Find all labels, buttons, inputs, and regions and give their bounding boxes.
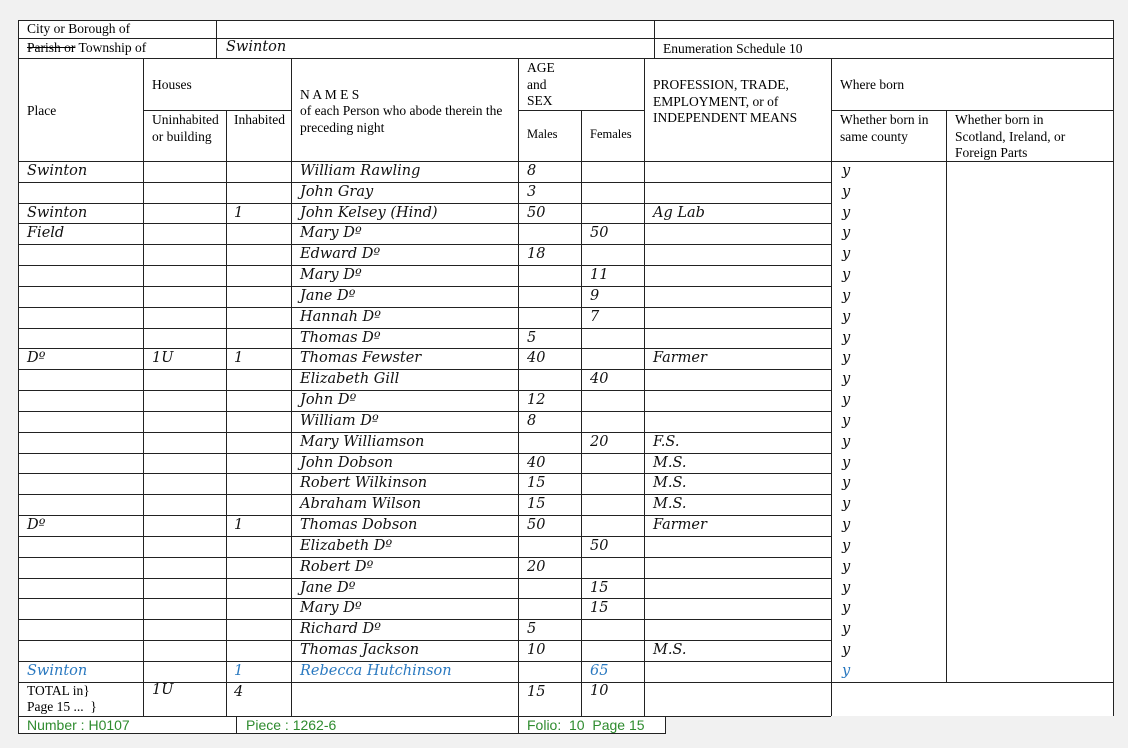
cell-males: 12	[527, 392, 546, 409]
cell-born: y	[842, 392, 851, 409]
footer-number: Number : H0107	[27, 717, 130, 733]
cell-females: 40	[590, 371, 609, 388]
grid-line	[216, 20, 217, 58]
cell-name: John Dº	[300, 392, 357, 409]
cell-born: y	[842, 475, 851, 492]
grid-line	[18, 494, 831, 495]
grid-line	[18, 453, 831, 454]
cell-born: y	[842, 517, 851, 534]
col-same-county: Whether born in same county	[840, 112, 929, 144]
cell-males: 40	[527, 454, 546, 471]
grid-line	[831, 58, 832, 716]
cell-born: y	[842, 163, 851, 179]
col-age-sex: AGE and SEX	[527, 60, 555, 108]
grid-line	[654, 20, 655, 58]
cell-place: Swinton	[27, 204, 88, 221]
cell-inhabited: 1	[234, 350, 244, 367]
cell-name: Rebecca Hutchinson	[300, 662, 452, 679]
grid-line	[18, 515, 831, 516]
cell-males: 8	[527, 412, 537, 429]
cell-name: William Rawling	[300, 163, 421, 179]
grid-line	[18, 20, 19, 716]
cell-name: John Kelsey (Hind)	[300, 204, 438, 221]
cell-females: 50	[590, 225, 609, 242]
total-inhabited: 4	[234, 684, 244, 700]
grid-line	[18, 58, 1113, 59]
cell-name: Edward Dº	[300, 246, 381, 263]
cell-profession: Farmer	[653, 350, 707, 367]
grid-line	[143, 58, 144, 716]
cell-place: Dº	[27, 350, 46, 367]
col-place: Place	[27, 103, 57, 118]
grid-line	[18, 348, 831, 349]
cell-males: 15	[527, 496, 546, 513]
cell-born: y	[842, 287, 851, 304]
cell-males: 18	[527, 246, 546, 263]
cell-name: John Gray	[300, 183, 374, 200]
grid-line	[18, 182, 831, 183]
cell-born: y	[842, 308, 851, 325]
cell-name: Thomas Dobson	[300, 517, 418, 534]
grid-line	[18, 265, 831, 266]
cell-males: 10	[527, 642, 546, 659]
cell-uninhabited: 1U	[152, 350, 174, 367]
cell-born: y	[842, 642, 851, 659]
cell-females: 50	[590, 537, 609, 554]
grid-line	[18, 223, 831, 224]
grid-line	[18, 598, 831, 599]
cell-name: John Dobson	[300, 454, 393, 471]
grid-line	[18, 20, 1113, 21]
cell-females: 9	[590, 287, 600, 304]
cell-males: 50	[527, 517, 546, 534]
cell-males: 5	[527, 329, 537, 346]
grid-line	[644, 58, 645, 716]
cell-born: y	[842, 621, 851, 638]
cell-males: 3	[527, 183, 537, 200]
cell-females: 20	[590, 433, 609, 450]
grid-line	[18, 640, 831, 641]
cell-name: Mary Williamson	[300, 433, 425, 450]
cell-born: y	[842, 350, 851, 367]
grid-line	[518, 58, 519, 716]
grid-line	[18, 38, 1113, 39]
cell-females: 11	[590, 267, 609, 284]
cell-born: y	[842, 204, 851, 221]
total-label-1: TOTAL in}	[27, 683, 90, 698]
cell-name: Thomas Fewster	[300, 350, 422, 367]
cell-profession: M.S.	[653, 642, 687, 659]
cell-inhabited: 1	[234, 662, 244, 679]
cell-born: y	[842, 579, 851, 596]
parish-label: Parish or	[27, 40, 76, 55]
col-houses: Houses	[152, 77, 192, 92]
cell-inhabited: 1	[234, 517, 244, 534]
grid-line	[18, 307, 831, 308]
grid-line	[226, 110, 227, 716]
grid-line	[18, 369, 831, 370]
col-inhabited: Inhabited	[234, 112, 285, 127]
grid-line	[18, 619, 831, 620]
grid-line	[18, 411, 831, 412]
grid-line	[831, 110, 1113, 111]
cell-born: y	[842, 329, 851, 346]
cell-born: y	[842, 662, 851, 679]
grid-line	[18, 203, 831, 204]
cell-profession: F.S.	[653, 433, 680, 450]
cell-place: Swinton	[27, 163, 88, 179]
cell-born: y	[842, 267, 851, 284]
grid-line	[18, 390, 831, 391]
total-uninhabited: 1U	[152, 682, 174, 698]
grid-line	[18, 682, 1113, 683]
cell-females: 65	[590, 662, 609, 679]
cell-born: y	[842, 600, 851, 617]
cell-name: William Dº	[300, 412, 379, 429]
cell-name: Mary Dº	[300, 225, 362, 242]
cell-name: Elizabeth Gill	[300, 371, 400, 388]
cell-profession: Ag Lab	[653, 204, 705, 221]
col-males: Males	[527, 127, 558, 141]
cell-name: Elizabeth Dº	[300, 537, 393, 554]
cell-name: Abraham Wilson	[300, 496, 422, 513]
cell-females: 15	[590, 579, 609, 596]
cell-males: 20	[527, 558, 546, 575]
cell-born: y	[842, 412, 851, 429]
cell-place: Dº	[27, 517, 46, 534]
col-females: Females	[590, 127, 632, 141]
city-label: City or Borough of	[27, 21, 131, 36]
cell-profession: Farmer	[653, 517, 707, 534]
cell-born: y	[842, 433, 851, 450]
cell-name: Thomas Dº	[300, 329, 381, 346]
cell-born: y	[842, 183, 851, 200]
cell-profession: M.S.	[653, 475, 687, 492]
grid-line	[946, 110, 947, 682]
grid-line	[581, 110, 582, 716]
cell-born: y	[842, 454, 851, 471]
cell-name: Richard Dº	[300, 621, 381, 638]
cell-name: Robert Dº	[300, 558, 374, 575]
grid-line	[18, 432, 831, 433]
cell-profession: M.S.	[653, 496, 687, 513]
col-names-sub: of each Person who abode therein the preceding night	[300, 103, 503, 135]
grid-line	[18, 244, 831, 245]
cell-males: 15	[527, 475, 546, 492]
col-profession: PROFESSION, TRADE, EMPLOYMENT, or of INDEPENDENT MEANS	[653, 77, 798, 125]
cell-males: 5	[527, 621, 537, 638]
enumeration-schedule: Enumeration Schedule 10	[663, 41, 803, 56]
cell-females: 15	[590, 600, 609, 617]
grid-line	[143, 110, 291, 111]
cell-born: y	[842, 246, 851, 263]
township-label: Township of	[78, 40, 147, 55]
total-females: 10	[590, 683, 609, 699]
grid-line	[18, 557, 831, 558]
cell-born: y	[842, 537, 851, 554]
cell-born: y	[842, 496, 851, 513]
footer-folio: Folio: 10 Page 15	[527, 717, 645, 733]
grid-line	[18, 578, 831, 579]
cell-name: Jane Dº	[300, 287, 356, 304]
cell-name: Hannah Dº	[300, 308, 382, 325]
grid-line	[18, 328, 831, 329]
col-where-born: Where born	[840, 77, 905, 92]
col-names-title: N A M E S	[300, 87, 360, 102]
cell-males: 50	[527, 204, 546, 221]
cell-place: Swinton	[27, 662, 88, 679]
cell-name: Mary Dº	[300, 267, 362, 284]
grid-line	[18, 536, 831, 537]
township-label-group	[27, 40, 146, 57]
cell-name: Thomas Jackson	[300, 642, 420, 659]
total-males: 15	[527, 684, 546, 700]
cell-males: 40	[527, 350, 546, 367]
cell-born: y	[842, 225, 851, 242]
cell-name: Mary Dº	[300, 600, 362, 617]
grid-line	[291, 58, 292, 716]
cell-males: 8	[527, 163, 537, 179]
cell-females: 7	[590, 308, 600, 325]
grid-line	[18, 286, 831, 287]
cell-place: Field	[27, 225, 65, 242]
cell-profession: M.S.	[653, 454, 687, 471]
col-foreign: Whether born in Scotland, Ireland, or Foreign Parts	[955, 112, 1066, 160]
grid-line	[18, 473, 831, 474]
footer-piece: Piece : 1262-6	[246, 717, 337, 733]
col-uninhabited: Uninhabited or building	[152, 112, 219, 144]
cell-name: Jane Dº	[300, 579, 356, 596]
cell-born: y	[842, 558, 851, 575]
grid-line	[18, 661, 831, 662]
grid-line	[1113, 20, 1114, 716]
cell-inhabited: 1	[234, 204, 244, 221]
total-label-2: Page 15 ... }	[27, 699, 97, 714]
grid-line	[18, 161, 1113, 162]
cell-born: y	[842, 371, 851, 388]
township-value: Swinton	[226, 39, 287, 55]
cell-name: Robert Wilkinson	[300, 475, 428, 492]
